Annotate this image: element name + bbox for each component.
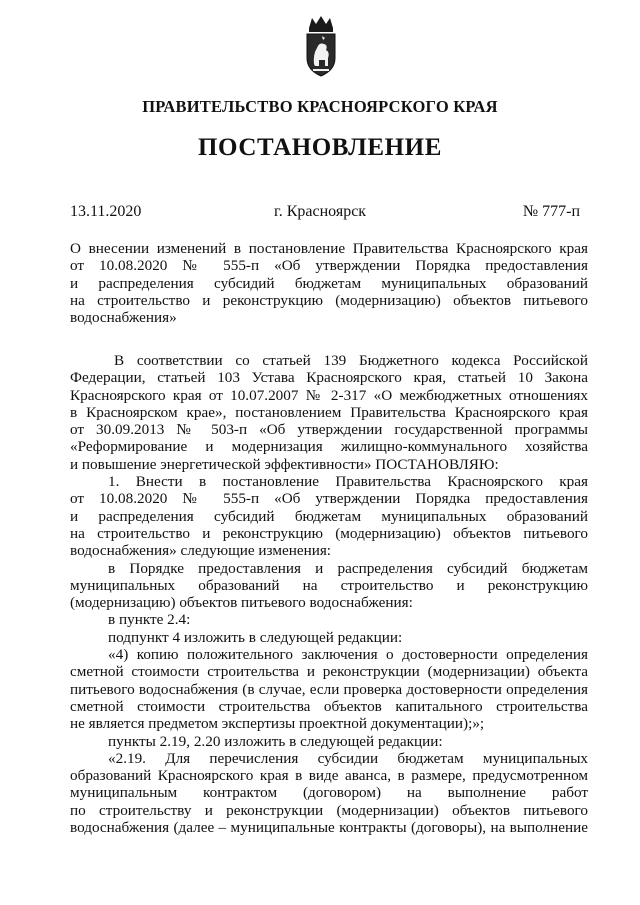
text-line: сметной стоимости строительства объектов капитального строительства	[70, 697, 588, 715]
text-line: В соответствии со статьей 139 Бюджетного кодекса Российской	[114, 352, 588, 369]
text-line: 1. Внести в постановление Правительства Красноярского края	[108, 473, 588, 491]
text-line: водоснабжения (далее – муниципальные контракты (договоры), на выполнение	[70, 819, 588, 837]
text-line: питьевого водоснабжения (в случае, если проверка достоверности определения	[70, 680, 588, 698]
text-line: водоснабжения» следующие изменения:	[70, 542, 332, 560]
coat-of-arms-icon	[299, 14, 343, 80]
text-line: О внесении изменений в постановление Правительства Красноярского края	[70, 240, 588, 257]
text-line: в Порядке предоставления и распределения субсидий бюджетам	[108, 559, 588, 577]
text-line: водоснабжения»	[70, 309, 177, 327]
text-line: «Реформирование и модернизация жилищно-коммунального хозяйства	[70, 438, 588, 456]
text-line: в пункте 2.4:	[108, 611, 191, 629]
body-text	[70, 352, 588, 836]
text-line: на строительство и реконструкцию (модернизацию) объектов питьевого	[70, 524, 588, 542]
text-line: муниципальным контрактом (договором) на выполнение работ	[70, 784, 588, 802]
text-line: не является предметом экспертизы проектной документации);»;	[70, 715, 485, 733]
text-line: по строительству и реконструкции (модернизации) объектов питьевого	[70, 801, 588, 819]
text-line: Федерации, статьей 103 Устава Красноярского края, статьей 10 Закона	[70, 369, 588, 387]
text-line: и повышение энергетической эффективности» ПОСТАНОВЛЯЮ:	[70, 455, 499, 473]
text-line: от 30.09.2013 № 503-п «Об утверждении государственной программы	[70, 421, 588, 439]
text-line: от 10.08.2020 № 555-п «Об утверждении Порядка предоставления	[70, 490, 588, 508]
text-line: в Красноярском крае», постановлением Правительства Красноярского края	[70, 403, 588, 421]
text-line: пункты 2.19, 2.20 изложить в следующей редакции:	[108, 732, 443, 750]
text-line: от 10.08.2020 № 555-п «Об утверждении Порядка предоставления	[70, 257, 588, 275]
text-line: «4) копию положительного заключения о достоверности определения	[108, 646, 588, 664]
text-line: на строительство и реконструкцию (модернизацию) объектов питьевого	[70, 291, 588, 309]
text-line: и распределения субсидий бюджетам муниципальных образований	[70, 507, 588, 525]
text-line: и распределения субсидий бюджетам муниципальных образований	[70, 274, 588, 292]
text-line: (модернизацию) объектов питьевого водоснабжения:	[70, 594, 413, 612]
text-line: муниципальных образований на строительство и реконструкцию	[70, 576, 588, 594]
document-date: 13.11.2020	[70, 203, 142, 220]
text-line: образований Красноярского края в виде аванса, в размере, предусмотренном	[70, 767, 588, 785]
document-number: № 777-п	[522, 203, 580, 220]
text-line: подпункт 4 изложить в следующей редакции:	[108, 628, 403, 646]
text-line: Красноярского края от 10.07.2007 № 2-317 «О межбюджетных отношениях	[70, 386, 588, 404]
government-title: ПРАВИТЕЛЬСТВО КРАСНОЯРСКОГО КРАЯ	[142, 97, 498, 116]
document-type-heading: ПОСТАНОВЛЕНИЕ	[197, 134, 443, 161]
text-line: сметной стоимости строительства и реконструкции (модернизации) объекта	[70, 663, 588, 681]
text-line: «2.19. Для перечисления субсидии бюджетам муниципальных	[108, 749, 588, 767]
subject-paragraph	[70, 240, 588, 326]
document-city: г. Красноярск	[273, 203, 367, 220]
